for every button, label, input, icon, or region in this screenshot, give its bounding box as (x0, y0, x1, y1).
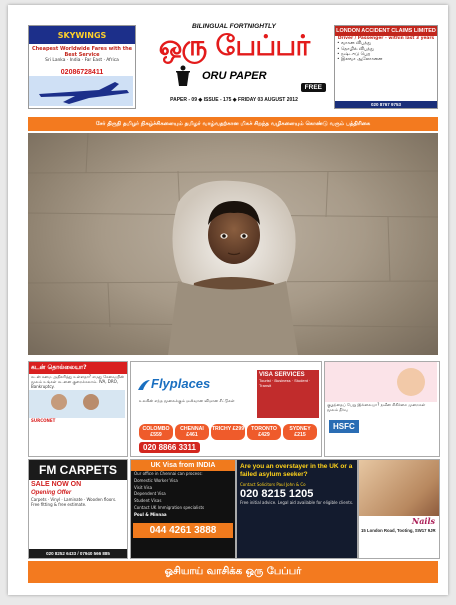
visa-title: VISA SERVICES (259, 372, 305, 378)
fare-sydney: SYDNEY £215 (283, 424, 317, 440)
skywings-headline: Cheapest Worldwide Fares with the Best Service (31, 46, 133, 58)
destination-fares (139, 424, 317, 440)
fm-body: Carpets · Vinyl · Laminate · Wooden floors. Free fitting & free estimate. (31, 497, 117, 507)
skywings-logo: SKYWINGS (29, 26, 135, 44)
masthead-english: ORU PAPER (202, 70, 267, 82)
fm-carpets-title: FM CARPETS (29, 460, 127, 480)
uk-visa-ad[interactable] (130, 459, 236, 559)
nails-address: 15 London Road, Tooting, SW17 9JR (361, 528, 436, 533)
nails-ad[interactable] (358, 459, 440, 559)
fm-opening: Opening Offer (31, 490, 72, 496)
overstayer-ad[interactable] (236, 459, 358, 559)
debt-body: கடன் சுமை அதிகரித்து உள்ளதா? எமது சேவையின் மூலம் உங்கள் கடனை குறைக்கலாம். IVA, DRO, Bankruptcy. (31, 374, 124, 389)
uk-visa-line-4: Dependent Visa (134, 491, 166, 497)
flyplaces-body: உலகின் எந்த மூலைக்கும் மலிவான விமான சீட்டுகள் (139, 398, 235, 403)
airplane-icon (29, 76, 133, 106)
accident-claims-ad[interactable] (334, 25, 438, 109)
claims-body: • வாகன விபத்து • தொழில் விபத்து • நஷ்டஈடு பெற • இலவச ஆலோசனை (337, 41, 383, 63)
claims-title: LONDON ACCIDENT CLAIMS LIMITED (336, 28, 436, 34)
uk-visa-names: Poul & Minnaa (134, 511, 167, 517)
cover-photo (28, 133, 438, 355)
top-banner: சேர் திருநி தமிழர் நிகழ்ச்சிகளையும் தமிழர் வாழ்வதற்கான மிகச் சிறந்த வழிகளையும் கொண்டு வரும் பத்திரிகை (28, 117, 438, 131)
fare-trichy: TRICHY £299 (211, 424, 245, 440)
newspaper-front-page (8, 5, 448, 595)
skywings-ad[interactable] (28, 25, 136, 109)
couple-photo (29, 390, 125, 418)
flyplaces-phone: 020 8866 3311 (139, 442, 200, 453)
overstayer-phone: 020 8215 1205 (240, 488, 314, 501)
fm-sale: SALE NOW ON (31, 481, 82, 488)
uk-visa-contact: Contact UK Immigration specialists (134, 504, 205, 510)
hsfc-logo: HSFC (329, 420, 359, 433)
fm-carpets-ad[interactable] (28, 459, 128, 559)
debt-footer: SURCONET (31, 418, 56, 424)
debt-title: கடன் தொல்லையா? (29, 362, 127, 374)
baby-photo (325, 362, 437, 402)
nails-title: Nails (411, 516, 435, 526)
bilingual-label: BILINGUAL FORTNIGHTLY (192, 23, 276, 30)
uk-visa-line-2: Domestic Worker Visa (134, 477, 178, 483)
masthead-title: ஒரு பேப்பர் (158, 29, 310, 62)
overstayer-body: Free initial advice. Legal aid available for eligible clients. (240, 500, 354, 506)
fare-chennai: CHENNAI £461 (175, 424, 209, 440)
recycle-bin-icon (173, 65, 193, 87)
header-row (28, 25, 438, 111)
hsfc-ad[interactable] (324, 361, 440, 457)
uk-visa-line-3: Visit Visa (134, 484, 153, 490)
fare-toronto: TORONTO £429 (247, 424, 281, 440)
skywings-phone: 02086728411 (60, 69, 104, 77)
debt-ad[interactable] (28, 361, 128, 457)
uk-visa-line-1: Our office in Chennai can process: (134, 471, 203, 476)
flyplaces-logo: Flyplaces (151, 376, 211, 391)
masthead (140, 23, 328, 105)
issue-line: PAPER - 09 ◆ ISSUE - 175 ◆ FRIDAY 03 AUGUST 2012 (170, 97, 298, 103)
claims-phone: 020 8767 9753 (335, 101, 437, 108)
hsfc-body: குழந்தைப் பேறு இல்லையா? நவீன சிகிச்சை முறைகள் மூலம் தீர்வு (327, 402, 426, 412)
bottom-banner: ஓசியாய் வாசிக்க ஒரு பேப்பர் (28, 561, 438, 583)
overstayer-sub: Contact Solicitors Paul John & Co (240, 481, 306, 487)
nails-photo (359, 460, 439, 516)
free-badge: FREE (301, 83, 326, 92)
fm-phone: 020 8252 6433 / 07940 566 885 (29, 549, 127, 558)
visa-services-box: VISA SERVICES Tourist · Business · Student · Transit (257, 370, 319, 418)
uk-visa-title: UK Visa from INDIA (131, 460, 235, 471)
flyplaces-ad[interactable] (130, 361, 322, 457)
uk-visa-phone: 044 4261 3888 (133, 523, 233, 538)
claims-subtitle: Driver / Passenger - within last 3 years (337, 36, 435, 41)
uk-visa-line-5: Student Visas (134, 498, 162, 504)
flyplaces-swoosh-icon (137, 378, 151, 392)
cover-photo-image (28, 133, 438, 355)
fare-colombo: COLOMBO £559 (139, 424, 173, 440)
overstayer-headline: Are you an overstayer in the UK or a failed asylum seeker? (240, 463, 353, 478)
skywings-destinations: Sri Lanka · India · Far East · Africa (45, 58, 119, 63)
